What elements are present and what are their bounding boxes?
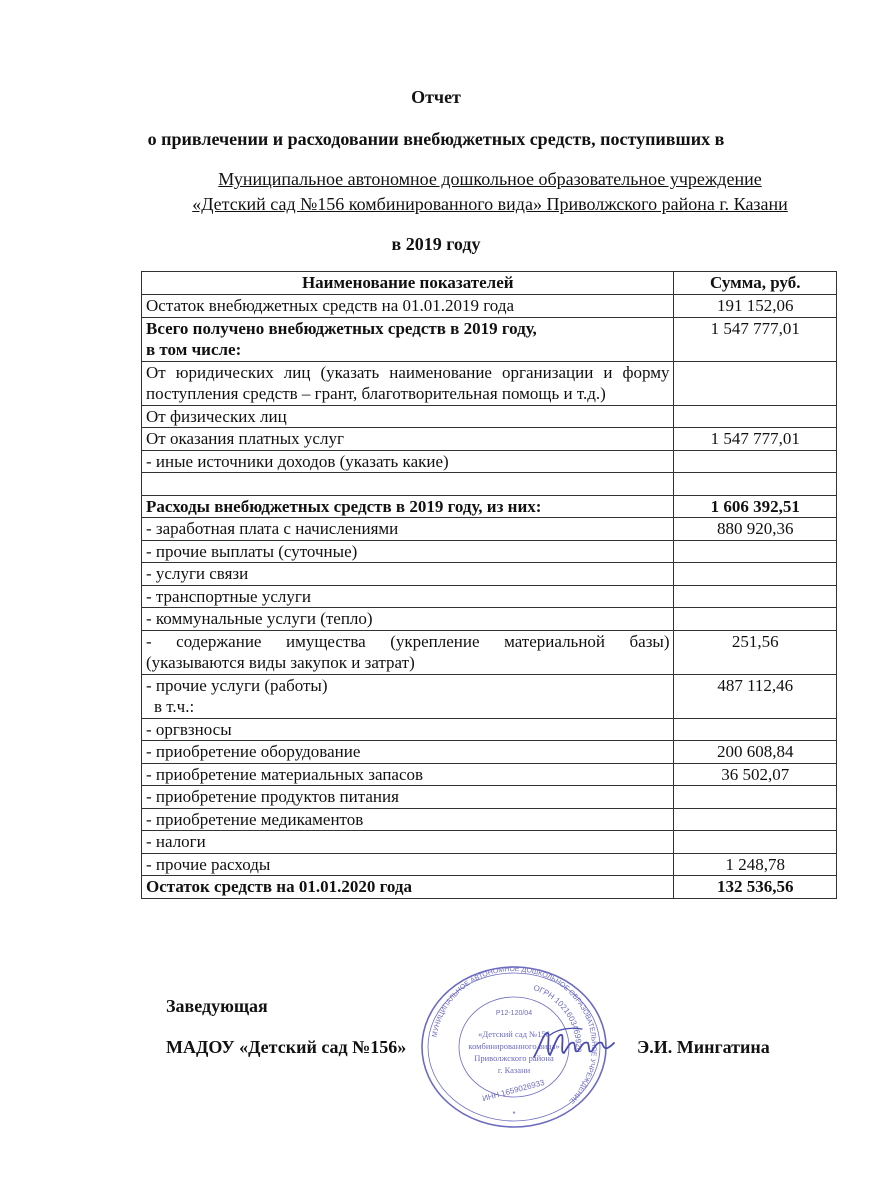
report-table	[141, 271, 837, 899]
row-amount: 1 248,78	[673, 853, 836, 876]
row-label: От юридических лиц (указать наименование организации и форму поступления средств – грант, благотворительная помощь и т.д.)	[142, 361, 674, 405]
table-row-other-expenses	[142, 853, 837, 876]
row-amount: 1 606 392,51	[673, 495, 836, 518]
row-amount: 251,56	[673, 630, 836, 674]
row-amount	[673, 361, 836, 405]
signatory-role: Заведующая	[166, 996, 268, 1016]
row-amount	[673, 405, 836, 428]
table-row-other-income	[142, 450, 837, 473]
table-row-other-services	[142, 674, 837, 718]
column-header-indicator: Наименование показателей	[142, 272, 674, 295]
row-label: - приобретение медикаментов	[142, 808, 674, 831]
svg-text:ИНН 1659026933: ИНН 1659026933	[481, 1077, 546, 1104]
table-row-other-payments	[142, 540, 837, 563]
row-label: Всего получено внебюджетных средств в 2019 году, в том числе:	[142, 317, 674, 361]
table-row-individuals	[142, 405, 837, 428]
svg-text:ОГРН 1021603469920: ОГРН 1021603469920	[532, 983, 584, 1053]
row-label: - услуги связи	[142, 563, 674, 586]
row-amount: 191 152,06	[673, 295, 836, 318]
table-row-legal-entities	[142, 361, 837, 405]
row-label: - содержание имущества (укрепление материальной базы) (указываются виды закупок и затрат)	[142, 630, 674, 674]
table-row-salary	[142, 518, 837, 541]
row-label: - оргвзносы	[142, 718, 674, 741]
svg-text:*: *	[512, 1110, 516, 1119]
svg-text:«Детский сад №156: «Детский сад №156	[478, 1029, 550, 1039]
svg-text:Р12-120/04: Р12-120/04	[495, 1010, 533, 1017]
row-amount: 1 547 777,01	[673, 317, 836, 361]
row-amount	[673, 540, 836, 563]
row-label: - приобретение материальных запасов	[142, 763, 674, 786]
report-year: в 2019 году	[391, 234, 481, 254]
row-amount: 487 112,46	[673, 674, 836, 718]
row-label: - транспортные услуги	[142, 585, 674, 608]
row-amount	[673, 718, 836, 741]
row-label: Расходы внебюджетных средств в 2019 году, из них:	[142, 495, 674, 518]
row-amount	[673, 808, 836, 831]
table-row-food	[142, 786, 837, 809]
table-row-materials	[142, 763, 837, 786]
table-row-total-received	[142, 317, 837, 361]
row-label: - налоги	[142, 831, 674, 854]
row-amount	[673, 563, 836, 586]
row-label	[142, 473, 674, 496]
table-row-transport	[142, 585, 837, 608]
column-header-amount: Сумма, руб.	[673, 272, 836, 295]
table-row-paid-services	[142, 428, 837, 451]
row-label: - прочие услуги (работы) в т.ч.:	[142, 674, 674, 718]
row-label: - прочие выплаты (суточные)	[142, 540, 674, 563]
svg-text:Приволжского района: Приволжского района	[474, 1053, 554, 1063]
row-amount: 880 920,36	[673, 518, 836, 541]
table-row-equipment	[142, 741, 837, 764]
organization-name-line-2: «Детский сад №156 комбинированного вида» Приволжского района г. Казани	[192, 194, 788, 214]
svg-text:комбинированного вида»: комбинированного вида»	[468, 1041, 560, 1051]
row-amount: 132 536,56	[673, 876, 836, 899]
row-label: От оказания платных услуг	[142, 428, 674, 451]
row-label: - приобретение продуктов питания	[142, 786, 674, 809]
report-subtitle: о привлечении и расходовании внебюджетных средств, поступивших в	[147, 129, 725, 149]
row-label: Остаток средств на 01.01.2020 года	[142, 876, 674, 899]
row-amount	[673, 585, 836, 608]
row-label: - заработная плата с начислениями	[142, 518, 674, 541]
row-amount	[673, 608, 836, 631]
table-row-communication	[142, 563, 837, 586]
row-label: - иные источники доходов (указать какие)	[142, 450, 674, 473]
row-amount	[673, 831, 836, 854]
row-amount: 36 502,07	[673, 763, 836, 786]
row-label: - прочие расходы	[142, 853, 674, 876]
row-label: От физических лиц	[142, 405, 674, 428]
table-row-property-maintenance	[142, 630, 837, 674]
signatory-organization: МАДОУ «Детский сад №156»	[166, 1037, 407, 1057]
table-row-opening-balance	[142, 295, 837, 318]
row-label: - коммунальные услуги (тепло)	[142, 608, 674, 631]
signatory-name: Э.И. Мингатина	[637, 1037, 770, 1057]
handwritten-signature-icon	[530, 1025, 620, 1065]
report-title: Отчет	[411, 87, 461, 107]
row-amount: 1 547 777,01	[673, 428, 836, 451]
svg-text:МУНИЦИПАЛЬНОЕ АВТОНОМНОЕ ДОШКО: МУНИЦИПАЛЬНОЕ АВТОНОМНОЕ ДОШКОЛЬНОЕ ОБРАЗОВАТЕЛЬНОЕ УЧРЕЖДЕНИЕ	[431, 965, 598, 1105]
row-label: - приобретение оборудование	[142, 741, 674, 764]
table-row-fees	[142, 718, 837, 741]
table-row-taxes	[142, 831, 837, 854]
table-row-blank	[142, 473, 837, 496]
row-amount	[673, 450, 836, 473]
row-label: Остаток внебюджетных средств на 01.01.2019 года	[142, 295, 674, 318]
svg-text:г. Казани: г. Казани	[497, 1065, 531, 1075]
table-header-row	[142, 272, 837, 295]
table-row-utilities	[142, 608, 837, 631]
row-amount	[673, 473, 836, 496]
table-row-closing-balance	[142, 876, 837, 899]
table-row-medicines	[142, 808, 837, 831]
row-amount	[673, 786, 836, 809]
organization-name-line-1: Муниципальное автономное дошкольное образовательное учреждение	[218, 169, 762, 189]
row-amount: 200 608,84	[673, 741, 836, 764]
table-row-total-expenses	[142, 495, 837, 518]
